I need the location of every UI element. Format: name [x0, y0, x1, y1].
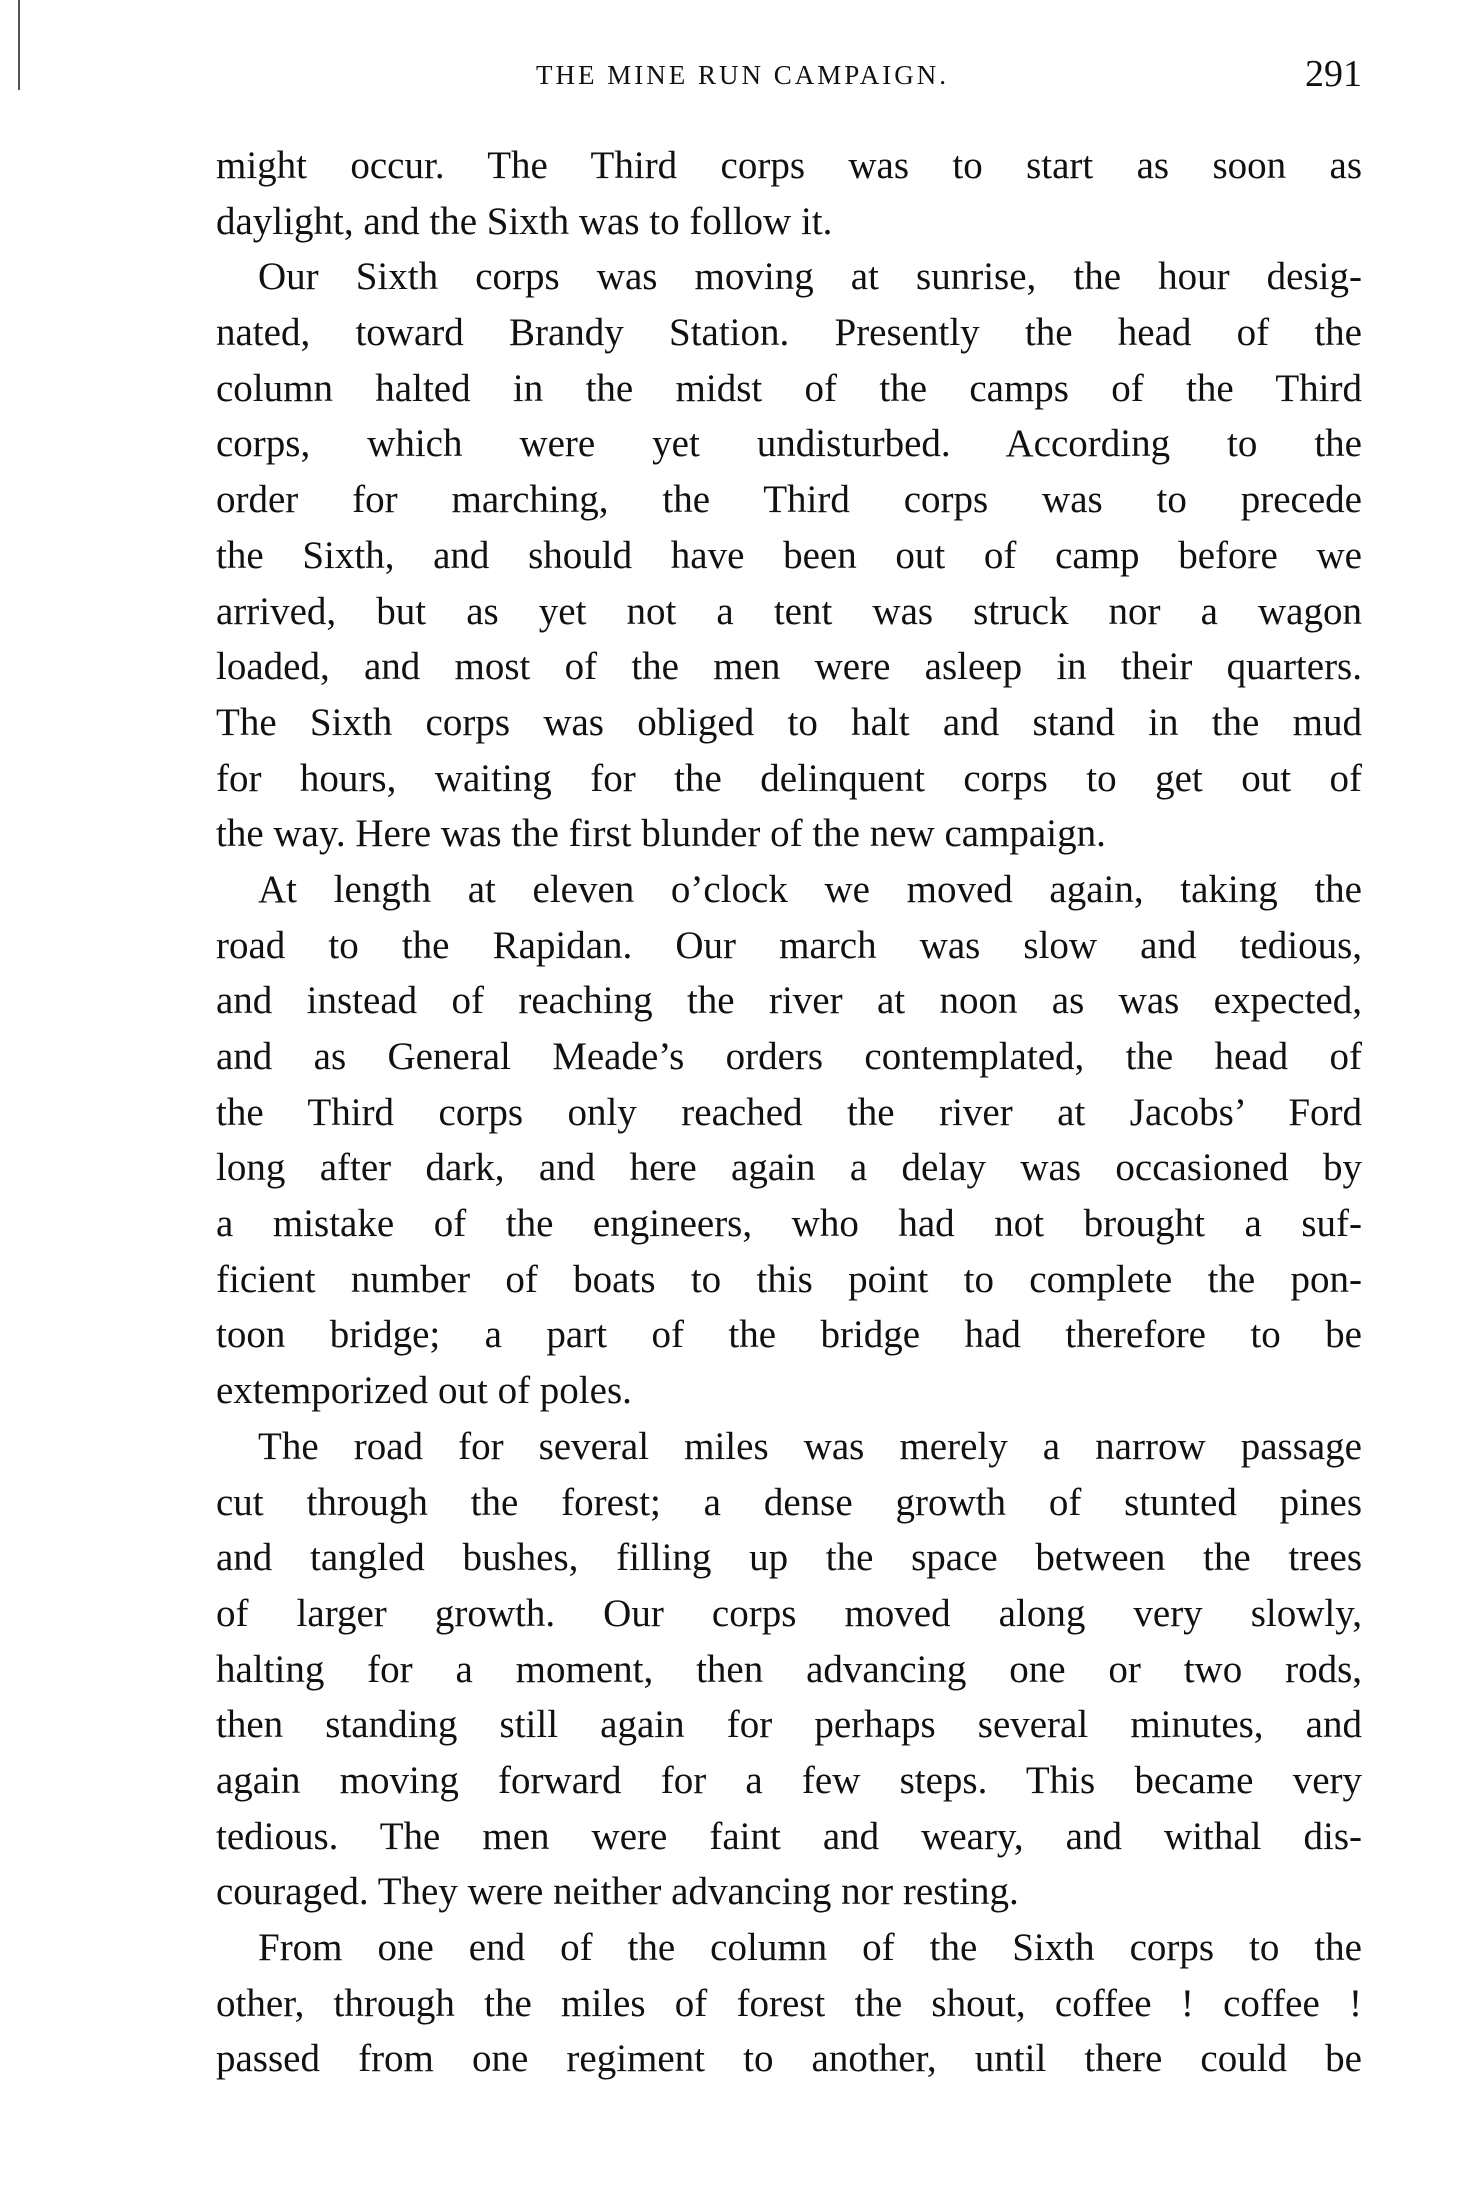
- text-line: extemporized out of poles.: [216, 1369, 632, 1413]
- paragraph: [216, 138, 1362, 249]
- text-line: loaded, and most of the men were asleep in their quarters.: [216, 645, 1362, 689]
- text-line: order for marching, the Third corps was to precede: [216, 478, 1362, 522]
- text-line: nated, toward Brandy Station. Presently the head of the: [216, 311, 1362, 355]
- text-line: ficient number of boats to this point to complete the pon-: [216, 1257, 1362, 1301]
- text-line: then standing still again for perhaps several minutes, and: [216, 1703, 1362, 1747]
- running-title: THE MINE RUN CAMPAIGN.: [536, 60, 950, 90]
- page-edge-mark: [18, 0, 20, 90]
- text-line: arrived, but as yet not a tent was struck nor a wagon: [216, 589, 1362, 633]
- text-line: again moving forward for a few steps. This became very: [216, 1758, 1362, 1802]
- text-line: and instead of reaching the river at noon as was expected,: [216, 979, 1362, 1023]
- text-line: long after dark, and here again a delay was occasioned by: [216, 1146, 1362, 1190]
- text-line: The Sixth corps was obliged to halt and stand in the mud: [216, 700, 1362, 744]
- text-line: a mistake of the engineers, who had not brought a suf-: [216, 1202, 1362, 1246]
- text-line: the Sixth, and should have been out of camp before we: [216, 533, 1362, 577]
- text-line: daylight, and the Sixth was to follow it.: [216, 199, 833, 243]
- paragraph: [216, 249, 1362, 862]
- text-line: the way. Here was the first blunder of the new campaign.: [216, 812, 1106, 856]
- text-line: cut through the forest; a dense growth of stunted pines: [216, 1480, 1362, 1524]
- text-line: tedious. The men were faint and weary, and withal dis-: [216, 1814, 1362, 1858]
- text-line: From one end of the column of the Sixth corps to the: [258, 1926, 1362, 1969]
- text-line: for hours, waiting for the delinquent corps to get out of: [216, 756, 1362, 800]
- text-line: the Third corps only reached the river at Jacobs’ Ford: [216, 1090, 1362, 1134]
- text-line: halting for a moment, then advancing one or two rods,: [216, 1647, 1362, 1691]
- text-line: corps, which were yet undisturbed. According to the: [216, 422, 1362, 466]
- paragraph: [216, 862, 1362, 1419]
- text-line: other, through the miles of forest the shout, coffee ! coffee !: [216, 1981, 1362, 2025]
- text-line: of larger growth. Our corps moved along very slowly,: [216, 1591, 1362, 1635]
- text-line: passed from one regiment to another, until there could be: [216, 2037, 1362, 2081]
- page-number: 291: [1305, 53, 1362, 95]
- text-line: Our Sixth corps was moving at sunrise, the hour desig-: [258, 255, 1362, 299]
- body-text: [216, 138, 1362, 2087]
- text-line: At length at eleven o’clock we moved again, taking the: [258, 867, 1362, 911]
- text-line: and tangled bushes, filling up the space between the trees: [216, 1536, 1362, 1580]
- text-line: column halted in the midst of the camps of the Third: [216, 366, 1362, 410]
- page-header: [216, 52, 1362, 102]
- text-line: road to the Rapidan. Our march was slow and tedious,: [216, 923, 1362, 967]
- text-line: might occur. The Third corps was to start as soon as: [216, 144, 1362, 187]
- paragraph: [216, 1920, 1362, 2087]
- text-line: The road for several miles was merely a narrow passage: [258, 1424, 1362, 1468]
- paragraph: [216, 1419, 1362, 1920]
- text-line: toon bridge; a part of the bridge had therefore to be: [216, 1313, 1362, 1357]
- text-line: and as General Meade’s orders contemplated, the head of: [216, 1035, 1362, 1078]
- text-line: couraged. They were neither advancing nor resting.: [216, 1870, 1019, 1914]
